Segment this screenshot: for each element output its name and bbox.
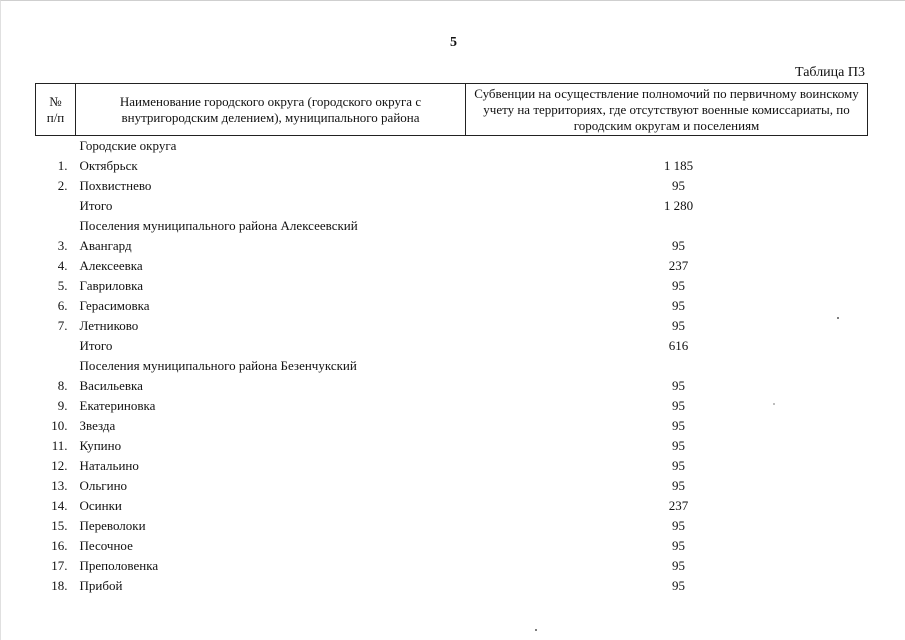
row-value: 95 — [672, 318, 685, 333]
table-body — [36, 136, 868, 597]
row-value: 95 — [672, 518, 685, 533]
total-row — [36, 336, 868, 356]
row-name: Преполовенка — [79, 558, 159, 573]
table-row — [36, 376, 868, 396]
header-row — [36, 84, 868, 136]
subsidies-table — [35, 83, 868, 596]
row-number: 12. — [51, 458, 68, 473]
row-number: 7. — [57, 318, 68, 333]
header-number-column — [36, 84, 76, 136]
row-name: Авангард — [79, 238, 132, 253]
row-value: 1 280 — [663, 198, 694, 213]
row-number: 17. — [51, 558, 68, 573]
header-value-column: Субвенции на осуществление полномочий по первичному воинскому учету на территориях, где отсутствуют военные комиссариаты, по городским округам и поселениям — [466, 84, 868, 136]
row-number: 5. — [57, 278, 68, 293]
row-number: 2. — [57, 178, 68, 193]
row-number: 4. — [57, 258, 68, 273]
row-name: Алексеевка — [79, 258, 143, 273]
scan-speck — [837, 317, 839, 319]
row-name: Летниково — [79, 318, 139, 333]
row-name: Похвистнево — [79, 178, 152, 193]
table-row — [36, 236, 868, 256]
row-value: 237 — [668, 258, 689, 273]
row-number: 9. — [57, 398, 68, 413]
row-value: 95 — [672, 438, 685, 453]
page-number: 5 — [450, 35, 457, 50]
row-name: Натальино — [79, 458, 139, 473]
table-row — [36, 396, 868, 416]
table-row — [36, 156, 868, 176]
row-number: 14. — [51, 498, 68, 513]
row-number: 6. — [57, 298, 68, 313]
row-name: Екатериновка — [79, 398, 156, 413]
row-value — [466, 216, 868, 236]
row-name: Осинки — [79, 498, 122, 513]
table-row — [36, 416, 868, 436]
row-value: 95 — [672, 278, 685, 293]
table-row — [36, 576, 868, 596]
row-value: 95 — [672, 538, 685, 553]
row-number — [36, 356, 76, 376]
row-number: 10. — [51, 418, 68, 433]
row-number — [36, 216, 76, 236]
row-value: 95 — [672, 238, 685, 253]
header-number-sign: № — [49, 94, 62, 109]
section-row — [36, 356, 868, 376]
table-header — [36, 84, 868, 136]
row-number: 18. — [51, 578, 68, 593]
table-row — [36, 516, 868, 536]
row-value: 95 — [672, 578, 685, 593]
table-row — [36, 436, 868, 456]
table-row — [36, 476, 868, 496]
row-number: 8. — [57, 378, 68, 393]
row-name: Октябрьск — [79, 158, 138, 173]
row-name: Купино — [79, 438, 122, 453]
row-number: 16. — [51, 538, 68, 553]
row-name: Песочное — [79, 538, 133, 553]
table-row — [36, 556, 868, 576]
table-row — [36, 456, 868, 476]
row-value: 95 — [672, 298, 685, 313]
table-caption: Таблица П3 — [795, 65, 865, 80]
row-value: 1 185 — [663, 158, 694, 173]
row-value: 95 — [672, 418, 685, 433]
scan-speck — [535, 629, 537, 631]
table-row — [36, 536, 868, 556]
row-number: 1. — [57, 158, 68, 173]
row-number: 15. — [51, 518, 68, 533]
row-value: 95 — [672, 458, 685, 473]
row-name: Ольгино — [79, 478, 128, 493]
section-row — [36, 216, 868, 236]
row-number — [36, 196, 76, 216]
scan-speck — [773, 403, 775, 405]
row-number — [36, 336, 76, 356]
section-heading: Поселения муниципального района Алексеевский — [79, 218, 358, 233]
table-row — [36, 296, 868, 316]
row-number: 3. — [57, 238, 68, 253]
row-name: Звезда — [79, 418, 116, 433]
row-name: Прибой — [79, 578, 123, 593]
row-number — [36, 136, 76, 157]
row-value: 95 — [672, 558, 685, 573]
row-value — [466, 136, 868, 157]
section-heading: Городские округа — [79, 138, 177, 153]
section-heading: Поселения муниципального района Безенчукский — [79, 358, 357, 373]
row-name: Васильевка — [79, 378, 143, 393]
row-name: Итого — [79, 198, 113, 213]
row-name: Итого — [79, 338, 113, 353]
row-number: 13. — [51, 478, 68, 493]
table-row — [36, 316, 868, 336]
row-value — [466, 356, 868, 376]
header-name-column: Наименование городского округа (городского округа с внутригородским делением), муниципального района — [76, 84, 466, 136]
row-value: 237 — [668, 498, 689, 513]
row-value: 95 — [672, 178, 685, 193]
row-name: Переволоки — [79, 518, 146, 533]
row-name: Гавриловка — [79, 278, 144, 293]
row-value: 95 — [672, 398, 685, 413]
row-value: 95 — [672, 378, 685, 393]
table-row — [36, 496, 868, 516]
row-value: 616 — [668, 338, 689, 353]
total-row — [36, 196, 868, 216]
row-value: 95 — [672, 478, 685, 493]
section-row — [36, 136, 868, 157]
table-row — [36, 276, 868, 296]
table-row — [36, 176, 868, 196]
row-number: 11. — [51, 438, 68, 453]
table-row — [36, 256, 868, 276]
row-name: Герасимовка — [79, 298, 150, 313]
header-number-abbrev: п/п — [46, 110, 65, 125]
